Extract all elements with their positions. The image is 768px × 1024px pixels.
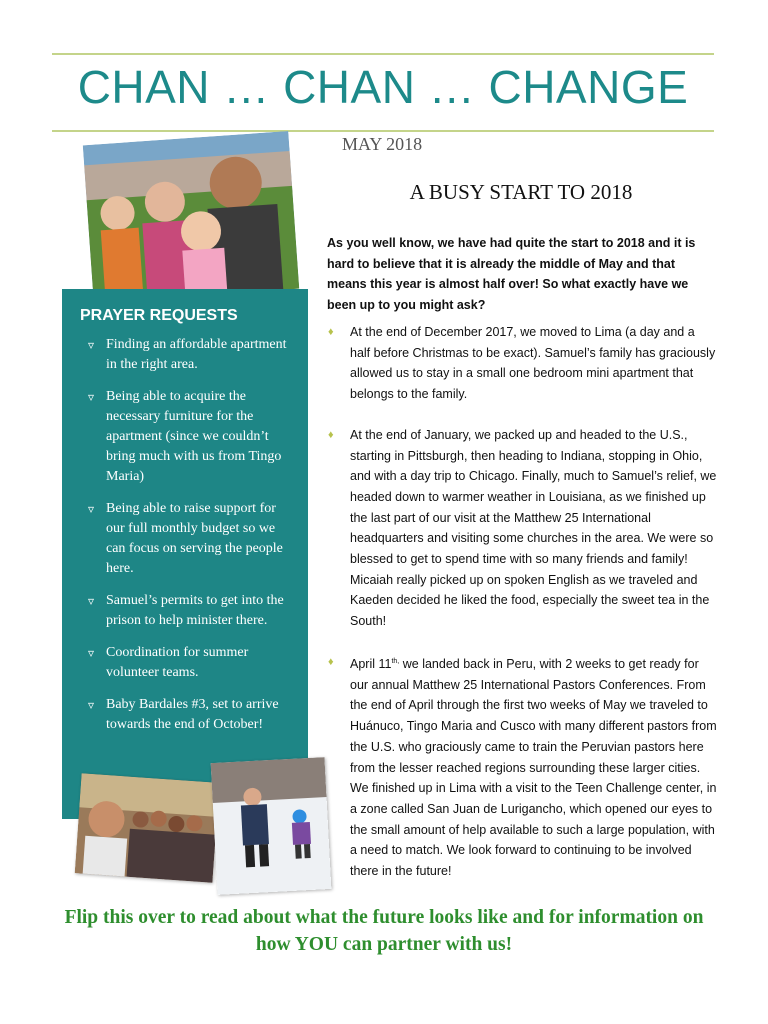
diamond-bullet-icon: ♦ [328, 428, 334, 441]
article-intro: As you well know, we have had quite the start to 2018 and it is hard to believe that it is already the middle of May and that means this year is almost half over! So what exactly have we been up to you might ask? [327, 236, 696, 312]
diamond-bullet-icon: ♦ [328, 326, 334, 338]
prayer-item-text: Finding an affordable apartment in the right area. [106, 337, 287, 372]
article-bullet [326, 425, 718, 632]
article-bullet-superscript: th, [391, 657, 400, 665]
article-bullets [326, 322, 718, 882]
newsletter-title: CHAN … CHAN … CHANGE [77, 61, 689, 113]
prayer-requests-title: PRAYER REQUESTS [80, 307, 238, 324]
triangle-bullet-icon: ▿ [88, 698, 95, 712]
article-bullet [326, 322, 718, 405]
article-bullet [326, 652, 718, 882]
triangle-bullet-icon: ▿ [88, 390, 95, 404]
prayer-item [82, 695, 292, 735]
diamond-bullet-icon: ♦ [328, 655, 334, 668]
triangle-bullet-icon: ▿ [88, 646, 95, 660]
family-photo [83, 131, 300, 303]
snow-photo [211, 757, 332, 895]
prayer-item [82, 643, 292, 683]
prayer-item [82, 499, 292, 579]
article-bullet-text: we landed back in Peru, with 2 weeks to get ready for our annual Matthew 25 International Pastors Conferences. From the end of April through the first two weeks of May we traveled to Huánuco, Tingo Maria and Cusco with many different pastors from the U.S. who graciously came to train the Peruvian pastors here from the lesser reached regions surrounding these larger cities. We finished up in Lima with a visit to the Teen Challenge center, in a zone called San Juan de Lurigancho, which opened our eyes to the small amount of help available to such a large population, with a need to match. We look forward to continuing to be involved there in the future! [350, 657, 717, 879]
prayer-item-text: Being able to acquire the necessary furniture for the apartment (since we couldn’t bring much with us from Tingo Maria) [106, 389, 282, 484]
article-bullet-lead: April 11 [350, 657, 392, 671]
triangle-bullet-icon: ▿ [88, 502, 95, 516]
group-photo [75, 773, 220, 882]
flip-over-footer: Flip this over to read about what the future looks like and for information on how YOU can partner with us! [64, 907, 704, 955]
prayer-item [82, 335, 292, 375]
triangle-bullet-icon: ▿ [88, 338, 95, 352]
top-rule [52, 53, 714, 55]
issue-date: MAY 2018 [342, 134, 423, 154]
article-bullet-text: At the end of January, we packed up and headed to the U.S., starting in Pittsburgh, then heading to Indiana, stopping in Ohio, and with a day trip to Chicago. Finally, much to Samuel’s relief, we headed down to warmer weather in Louisiana, as we finished up the last part of our visit at the Matthew 25 International headquarters and visiting some churches in the area. We were so blessed to get to spend time with so many friends and family! Micaiah really picked up on spoken English as we traveled and Kaeden decided he liked the food, especially the sweet tea in the South! [350, 427, 717, 629]
prayer-item-text: Being able to raise support for our full monthly budget so we can focus on serving the people here. [106, 501, 283, 576]
title-bottom-rule [52, 130, 714, 132]
triangle-bullet-icon: ▿ [88, 594, 95, 608]
prayer-item-text: Samuel’s permits to get into the prison to help minister there. [106, 593, 284, 628]
prayer-item-text: Baby Bardales #3, set to arrive towards the end of October! [106, 697, 279, 732]
prayer-item-text: Coordination for summer volunteer teams. [106, 645, 249, 680]
article-bullet-text: At the end of December 2017, we moved to Lima (a day and a half before Christmas to be exact). Samuel’s family has graciously allowed us to stay in a small one bedroom mini apartment that belongs to the family. [350, 325, 716, 402]
article-headline: A BUSY START TO 2018 [409, 180, 633, 204]
prayer-requests-list [82, 335, 292, 735]
prayer-requests-panel [62, 289, 308, 819]
prayer-item [82, 591, 292, 631]
prayer-item [82, 387, 292, 487]
